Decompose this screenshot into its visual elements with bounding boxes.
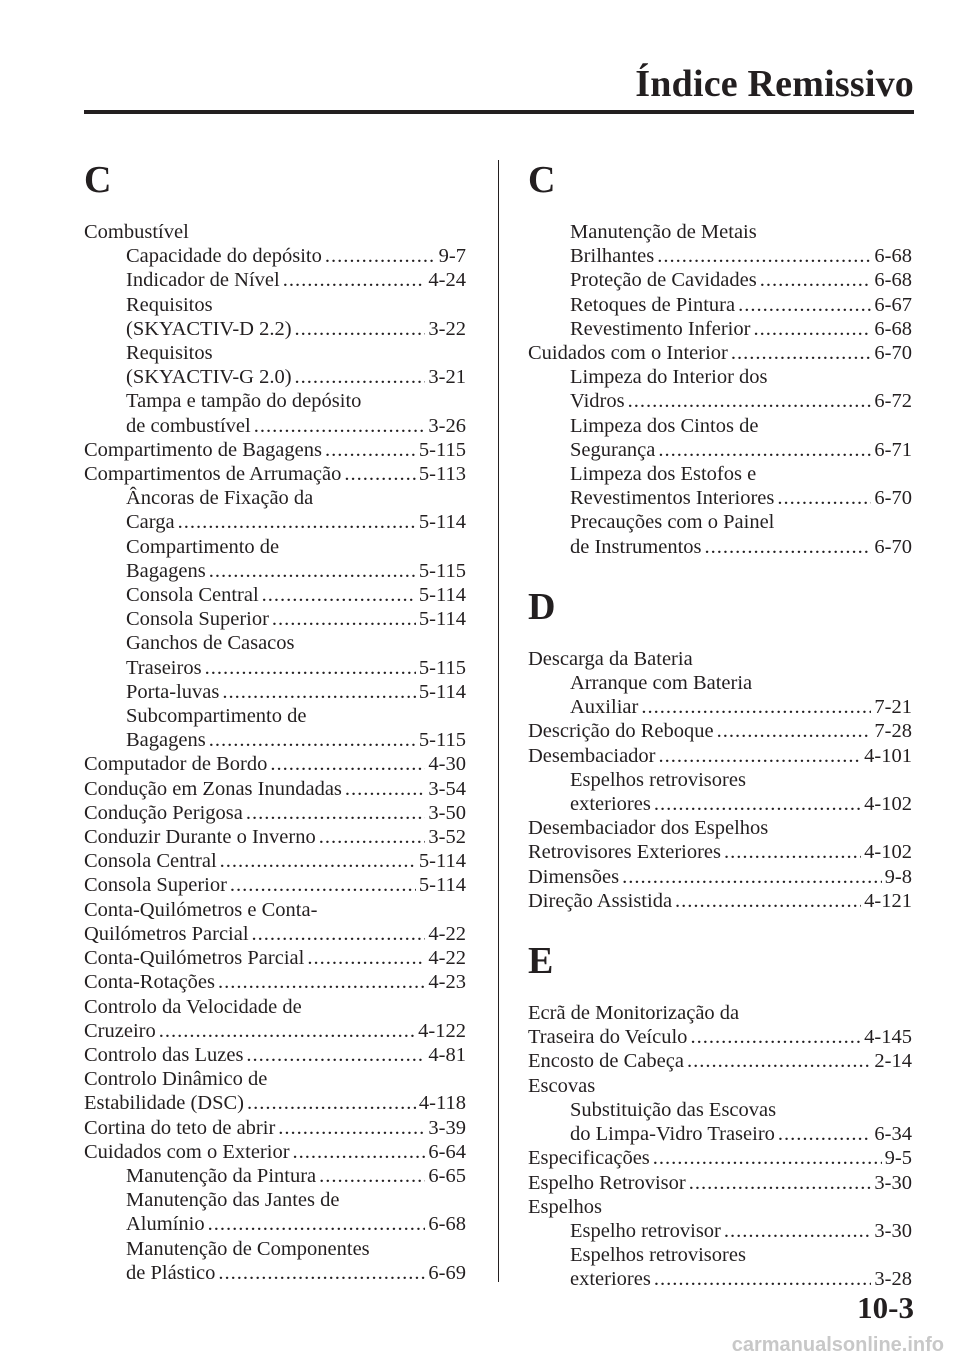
index-subentry [84, 607, 466, 631]
entry-text: Requisitos [126, 342, 213, 365]
entry-page-ref: 6-71 [874, 438, 912, 461]
index-subentry [84, 1212, 466, 1236]
dot-leader [222, 680, 416, 704]
entry-page-ref: 4-24 [428, 269, 466, 292]
entry-text: Desembaciador [528, 744, 656, 767]
page-title: Índice Remissivo [635, 63, 914, 105]
entry-text: Retrovisores Exteriores [528, 841, 721, 864]
entry-text: Controlo da Velocidade de [84, 995, 302, 1018]
dot-leader [254, 414, 426, 438]
index-entry [528, 1195, 912, 1219]
entry-page-ref: 9-7 [438, 245, 466, 268]
entry-text: Cruzeiro [84, 1019, 156, 1042]
dot-leader [687, 1049, 871, 1073]
index-subentry [528, 486, 912, 510]
entry-text: Espelho Retrovisor [528, 1171, 686, 1194]
entry-page-ref: 9-8 [884, 865, 912, 888]
dot-leader [653, 1146, 882, 1170]
entry-text: de Instrumentos [570, 535, 702, 558]
entry-page-ref: 4-122 [418, 1019, 466, 1042]
entry-text: Manutenção da Pintura [126, 1164, 317, 1187]
dot-leader [319, 825, 426, 849]
index-subentry [528, 535, 912, 559]
dot-leader [295, 365, 426, 389]
entry-page-ref: 6-68 [874, 317, 912, 340]
index-subentry [528, 695, 912, 719]
entry-text: Substituição das Escovas [570, 1098, 777, 1121]
entry-page-ref: 3-30 [874, 1171, 912, 1194]
entry-page-ref: 3-30 [874, 1219, 912, 1242]
dot-leader [753, 317, 871, 341]
index-entry [528, 840, 912, 864]
section-letter-e: E [528, 940, 554, 983]
entry-text: Conduzir Durante o Inverno [84, 826, 316, 849]
section-letter-d: D [528, 585, 556, 628]
entry-text: Combustível [84, 221, 189, 243]
dot-leader [654, 792, 861, 816]
section-letter-c: C [84, 159, 112, 201]
index-subentry [84, 1261, 466, 1285]
entry-text: Capacidade do depósito [126, 245, 322, 268]
index-entry [84, 1140, 466, 1164]
entry-page-ref: 4-145 [864, 1026, 912, 1049]
dot-leader [689, 1171, 872, 1195]
dot-leader [325, 244, 436, 268]
column-divider [498, 160, 499, 1282]
entry-text: Cortina do teto de abrir [84, 1116, 276, 1139]
index-entry [84, 801, 466, 825]
entry-text: Porta-luvas [126, 680, 220, 703]
index-entry [528, 341, 912, 365]
entry-text: Compartimento de [126, 535, 280, 558]
index-entry [84, 898, 466, 922]
dot-leader [159, 1019, 415, 1043]
entry-text: Dimensões [528, 865, 620, 888]
entry-page-ref: 6-69 [428, 1261, 466, 1284]
entry-page-ref: 5-114 [418, 850, 466, 873]
entry-page-ref: 6-70 [874, 342, 912, 365]
entry-text: Ganchos de Casacos [126, 632, 295, 655]
entry-text: (SKYACTIV-G 2.0) [126, 366, 292, 389]
dot-leader [724, 840, 861, 864]
entry-text: Indicador de Nível [126, 269, 280, 292]
index-subentry [84, 510, 466, 534]
entry-page-ref: 3-21 [428, 366, 466, 389]
entry-page-ref: 6-68 [874, 269, 912, 292]
page-number: 10-3 [857, 1290, 914, 1325]
index-subentry [528, 792, 912, 816]
entry-text: Revestimentos Interiores [570, 487, 775, 510]
index-subentry [84, 656, 466, 680]
right-entry-list-e [528, 1001, 912, 1291]
entry-text: Espelhos retrovisores [570, 768, 746, 791]
entry-text: de Plástico [126, 1261, 216, 1284]
entry-text: Alumínio [126, 1213, 205, 1236]
entry-text: Desembaciador dos Espelhos [528, 817, 769, 840]
index-entry [84, 946, 466, 970]
entry-text: Condução em Zonas Inundadas [84, 777, 342, 800]
entry-text: Controlo Dinâmico de [84, 1068, 268, 1091]
entry-page-ref: 4-101 [864, 744, 912, 767]
entry-text: Consola Superior [126, 608, 269, 631]
entry-page-ref: 4-81 [428, 1043, 466, 1066]
entry-text: Descrição do Reboque [528, 720, 714, 743]
index-entry [84, 995, 466, 1019]
entry-page-ref: 3-54 [428, 777, 466, 800]
entry-page-ref: 4-118 [418, 1092, 466, 1115]
entry-text: Traseira do Veículo [528, 1026, 688, 1049]
index-subentry [528, 1267, 912, 1291]
entry-text: de combustível [126, 414, 251, 437]
index-subentry [528, 293, 912, 317]
index-entry [84, 873, 466, 897]
index-subentry [84, 535, 466, 559]
dot-leader [295, 317, 426, 341]
index-subentry [528, 317, 912, 341]
entry-page-ref: 6-34 [874, 1123, 912, 1146]
entry-text: Controlo das Luzes [84, 1043, 244, 1066]
entry-page-ref: 6-72 [874, 390, 912, 413]
left-column [84, 150, 466, 1285]
entry-text: Ecrã de Monitorização da [528, 1002, 740, 1025]
entry-text: (SKYACTIV-D 2.2) [126, 317, 292, 340]
entry-page-ref: 3-28 [874, 1268, 912, 1291]
index-entry [84, 1043, 466, 1067]
dot-leader [345, 777, 426, 801]
index-entry [84, 777, 466, 801]
entry-text: Auxiliar [570, 696, 639, 719]
index-entry [528, 1074, 912, 1098]
index-subentry [528, 220, 912, 244]
index-subentry [528, 268, 912, 292]
index-subentry [84, 317, 466, 341]
index-entry [84, 462, 466, 486]
dot-leader [230, 873, 416, 897]
entry-text: Traseiros [126, 656, 202, 679]
entry-text: Limpeza do Interior dos [570, 366, 768, 389]
dot-leader [657, 244, 871, 268]
entry-page-ref: 6-64 [428, 1140, 466, 1163]
dot-leader [218, 1261, 425, 1285]
entry-page-ref: 5-114 [418, 608, 466, 631]
entry-text: Bagagens [126, 559, 206, 582]
index-subentry [84, 704, 466, 728]
dot-leader [307, 946, 425, 970]
entry-text: do Limpa-Vidro Traseiro [570, 1123, 775, 1146]
entry-page-ref: 3-50 [428, 801, 466, 824]
index-entry [84, 970, 466, 994]
dot-leader [738, 293, 871, 317]
index-entry [84, 438, 466, 462]
entry-page-ref: 2-14 [874, 1050, 912, 1073]
dot-leader [628, 389, 872, 413]
entry-page-ref: 6-68 [874, 245, 912, 268]
entry-page-ref: 5-114 [418, 874, 466, 897]
index-entry [84, 1019, 466, 1043]
entry-text: Requisitos [126, 293, 213, 316]
index-subentry [84, 1164, 466, 1188]
entry-text: Conta-Rotações [84, 971, 215, 994]
entry-page-ref: 5-114 [418, 680, 466, 703]
entry-text: Espelho retrovisor [570, 1219, 721, 1242]
index-subentry [84, 680, 466, 704]
index-subentry [528, 671, 912, 695]
dot-leader [246, 1043, 425, 1067]
entry-text: Vidros [570, 390, 625, 413]
entry-text: Segurança [570, 438, 656, 461]
entry-text: Limpeza dos Estofos e [570, 463, 757, 486]
entry-text: Proteção de Cavidades [570, 269, 757, 292]
entry-page-ref: 6-67 [874, 293, 912, 316]
dot-leader [325, 438, 416, 462]
index-subentry [84, 583, 466, 607]
dot-leader [209, 559, 416, 583]
index-subentry [528, 768, 912, 792]
index-subentry [84, 631, 466, 655]
entry-page-ref: 5-115 [418, 438, 466, 461]
dot-leader [220, 849, 416, 873]
dot-leader [262, 583, 416, 607]
entry-text: Precauções com o Painel [570, 511, 775, 534]
index-subentry [84, 1188, 466, 1212]
entry-page-ref: 9-5 [884, 1147, 912, 1170]
dot-leader [760, 268, 872, 292]
entry-page-ref: 6-65 [428, 1164, 466, 1187]
index-entry [528, 647, 912, 671]
entry-page-ref: 7-28 [874, 720, 912, 743]
entry-text: exteriores [570, 1268, 651, 1291]
entry-page-ref: 5-115 [418, 559, 466, 582]
entry-text: Espelhos retrovisores [570, 1244, 746, 1267]
index-subentry [528, 414, 912, 438]
entry-text: Tampa e tampão do depósito [126, 390, 362, 413]
entry-text: Arranque com Bateria [570, 672, 753, 695]
dot-leader [278, 1116, 425, 1140]
index-subentry [84, 389, 466, 413]
index-subentry [84, 341, 466, 365]
entry-text: Bagagens [126, 729, 206, 752]
index-subentry [528, 244, 912, 268]
entry-text: Especificações [528, 1147, 650, 1170]
dot-leader [778, 1122, 872, 1146]
dot-leader [205, 656, 416, 680]
entry-text: Condução Perigosa [84, 801, 243, 824]
dot-leader [252, 922, 426, 946]
index-entry [528, 1049, 912, 1073]
index-subentry [84, 293, 466, 317]
entry-page-ref: 3-52 [428, 826, 466, 849]
index-entry [84, 1116, 466, 1140]
dot-leader [641, 695, 871, 719]
index-subentry [528, 1219, 912, 1243]
entry-page-ref: 6-68 [428, 1213, 466, 1236]
section-letter-c2: C [528, 159, 556, 201]
index-subentry [528, 365, 912, 389]
dot-leader [319, 1164, 425, 1188]
index-subentry [84, 414, 466, 438]
dot-leader [654, 1267, 872, 1291]
index-subentry [528, 389, 912, 413]
index-entry [84, 752, 466, 776]
watermark: carmanualsonline.info [731, 1334, 944, 1356]
entry-text: Descarga da Bateria [528, 647, 693, 670]
entry-text: Subcompartimento de [126, 705, 307, 728]
entry-page-ref: 6-70 [874, 487, 912, 510]
index-subentry [84, 268, 466, 292]
index-subentry [528, 1243, 912, 1267]
entry-page-ref: 4-102 [864, 793, 912, 816]
dot-leader [731, 341, 872, 365]
index-entry [84, 1091, 466, 1115]
index-subentry [528, 438, 912, 462]
index-entry [528, 1171, 912, 1195]
index-entry [528, 865, 912, 889]
entry-text: Escovas [528, 1074, 596, 1097]
index-entry [84, 1067, 466, 1091]
entry-text: Consola Superior [84, 874, 227, 897]
dot-leader [690, 1025, 861, 1049]
index-entry [528, 889, 912, 913]
header-rule [84, 110, 914, 114]
dot-leader [724, 1219, 872, 1243]
entry-page-ref: 5-115 [418, 729, 466, 752]
dot-leader [209, 728, 416, 752]
entry-text: Conta-Quilómetros e Conta- [84, 898, 318, 921]
entry-text: exteriores [570, 793, 651, 816]
entry-page-ref: 4-22 [428, 922, 466, 945]
entry-text: Espelhos [528, 1195, 603, 1218]
entry-text: Compartimento de Bagagens [84, 438, 322, 461]
dot-leader [247, 1091, 416, 1115]
dot-leader [208, 1212, 426, 1236]
entry-text: Manutenção de Metais [570, 221, 757, 243]
entry-page-ref: 4-23 [428, 971, 466, 994]
entry-page-ref: 6-70 [874, 535, 912, 558]
entry-page-ref: 4-22 [428, 947, 466, 970]
entry-page-ref: 4-102 [864, 841, 912, 864]
dot-leader [293, 1140, 426, 1164]
index-subentry [84, 728, 466, 752]
right-column [528, 150, 912, 1292]
index-subentry [84, 1237, 466, 1261]
index-subentry [84, 559, 466, 583]
entry-text: Encosto de Cabeça [528, 1050, 684, 1073]
index-subentry [84, 486, 466, 510]
entry-text: Consola Central [126, 584, 259, 607]
index-subentry [84, 244, 466, 268]
entry-text: Cuidados com o Exterior [84, 1140, 290, 1163]
index-entry [528, 1146, 912, 1170]
right-entry-list-d [528, 647, 912, 913]
right-entry-list-c [528, 220, 912, 559]
index-entry [528, 744, 912, 768]
entry-text: Manutenção das Jantes de [126, 1189, 340, 1212]
dot-leader [246, 801, 426, 825]
entry-text: Âncoras de Fixação da [126, 487, 314, 510]
dot-leader [283, 268, 426, 292]
dot-leader [344, 462, 416, 486]
dot-leader [675, 889, 861, 913]
entry-text: Direção Assistida [528, 889, 673, 912]
entry-page-ref: 5-115 [418, 656, 466, 679]
index-subentry [528, 510, 912, 534]
entry-page-ref: 4-30 [428, 753, 466, 776]
index-entry [528, 1025, 912, 1049]
dot-leader [218, 970, 425, 994]
index-entry [84, 825, 466, 849]
entry-page-ref: 3-22 [428, 317, 466, 340]
dot-leader [272, 607, 416, 631]
entry-text: Quilómetros Parcial [84, 922, 249, 945]
entry-text: Computador de Bordo [84, 753, 268, 776]
entry-text: Compartimentos de Arrumação [84, 463, 342, 486]
entry-text: Revestimento Inferior [570, 317, 751, 340]
entry-page-ref: 5-114 [418, 511, 466, 534]
entry-text: Carga [126, 511, 175, 534]
index-entry [84, 220, 466, 244]
index-subentry [528, 1122, 912, 1146]
dot-leader [777, 486, 871, 510]
index-subentry [528, 1098, 912, 1122]
entry-text: Retoques de Pintura [570, 293, 736, 316]
entry-text: Manutenção de Componentes [126, 1237, 370, 1260]
entry-text: Limpeza dos Cintos de [570, 414, 759, 437]
dot-leader [622, 865, 882, 889]
entry-page-ref: 5-113 [418, 463, 466, 486]
dot-leader [717, 719, 872, 743]
dot-leader [705, 535, 872, 559]
left-entry-list [84, 220, 466, 1285]
entry-text: Cuidados com o Interior [528, 342, 728, 365]
index-subentry [528, 462, 912, 486]
entry-page-ref: 3-39 [428, 1116, 466, 1139]
entry-page-ref: 7-21 [874, 696, 912, 719]
dot-leader [659, 744, 862, 768]
entry-page-ref: 4-121 [864, 889, 912, 912]
entry-text: Conta-Quilómetros Parcial [84, 947, 305, 970]
index-entry [528, 816, 912, 840]
entry-page-ref: 3-26 [428, 414, 466, 437]
entry-text: Estabilidade (DSC) [84, 1092, 244, 1115]
dot-leader [658, 438, 871, 462]
index-entry [84, 849, 466, 873]
index-subentry [84, 365, 466, 389]
dot-leader [270, 752, 425, 776]
index-entry [528, 1001, 912, 1025]
entry-text: Brilhantes [570, 245, 655, 268]
index-entry [528, 719, 912, 743]
entry-page-ref: 5-114 [418, 584, 466, 607]
entry-text: Consola Central [84, 850, 217, 873]
dot-leader [178, 510, 416, 534]
index-entry [84, 922, 466, 946]
